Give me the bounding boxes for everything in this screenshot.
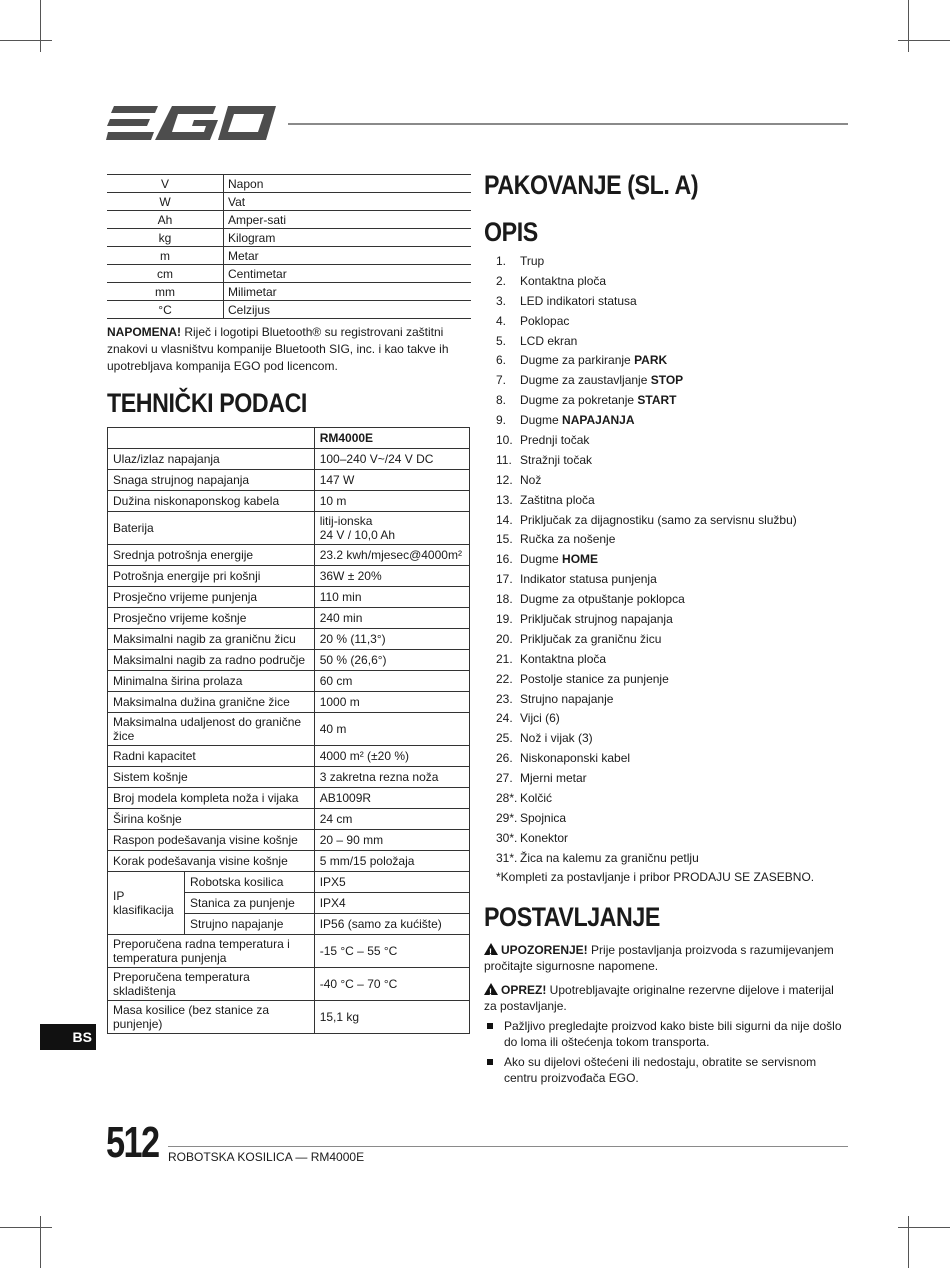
spec-row: [108, 512, 470, 545]
spec-row: [108, 545, 470, 566]
spec-label: Snaga strujnog napajanja: [108, 470, 315, 491]
ip-sub-label: Strujno napajanje: [185, 914, 315, 935]
unit-name: Amper-sati: [224, 211, 472, 229]
spec-value-line: 4000 m² (±20 %): [319, 749, 409, 763]
spec-value: -40 °C – 70 °C: [314, 968, 469, 1001]
unit-name: Metar: [224, 247, 472, 265]
spec-value-line: 24 V / 10,0 Ah: [319, 528, 396, 542]
item-number: 14.: [496, 512, 513, 527]
spec-value: [314, 545, 469, 566]
spec-value: [314, 713, 469, 746]
spec-header-empty: [108, 428, 315, 449]
spec-value: [314, 587, 469, 608]
unit-name: Celzijus: [224, 301, 472, 319]
spec-row: [108, 650, 470, 671]
item-label: LCD ekran: [520, 333, 578, 348]
list-item: [484, 630, 854, 650]
spec-row: [108, 809, 470, 830]
item-text: [520, 749, 630, 769]
item-label: Dugme za zaustavljanje: [520, 373, 651, 388]
unit-symbol: Ah: [107, 211, 224, 229]
spec-row: [108, 851, 470, 872]
list-item: [484, 829, 854, 849]
item-text: [520, 630, 661, 650]
trademark-note: [107, 324, 471, 375]
item-text: [520, 550, 598, 570]
spec-row: [108, 935, 470, 968]
unit-symbol: kg: [107, 229, 224, 247]
item-label: Nož i vijak (3): [520, 731, 593, 746]
crop-mark: [898, 1227, 950, 1228]
unit-symbol: W: [107, 193, 224, 211]
item-number: 31*.: [496, 850, 518, 865]
item-label: Kontaktna ploča: [520, 273, 607, 288]
spec-label: Baterija: [108, 512, 315, 545]
spec-value: [314, 692, 469, 713]
spec-value: [314, 788, 469, 809]
unit-name: Centimetar: [224, 265, 472, 283]
spec-label: Raspon podešavanja visine košnje: [108, 830, 315, 851]
crop-mark: [0, 40, 52, 41]
list-item: [484, 749, 854, 769]
parts-footnote: *Kompleti za postavljanje i pribor PRODAJU SE ZASEBNO.: [496, 870, 815, 884]
item-number: 24.: [496, 711, 513, 726]
spec-value-line: 147 W: [319, 473, 355, 487]
ip-sub-label: Robotska kosilica: [185, 872, 315, 893]
unit-name: Vat: [224, 193, 472, 211]
ip-label: IP klasifikacija: [108, 872, 185, 935]
units-row: [107, 193, 471, 211]
units-row: [107, 175, 471, 193]
spec-value-line: 1000 m: [319, 695, 360, 709]
item-number: 4.: [496, 313, 507, 328]
spec-value-line: 50 % (26,6°): [319, 653, 387, 667]
spec-label: Maksimalna dužina granične žice: [108, 692, 315, 713]
spec-row: [108, 587, 470, 608]
spec-row: [108, 968, 470, 1001]
spec-table: [107, 427, 470, 1034]
pakovanje-heading: PAKOVANJE (SL. A): [484, 170, 699, 200]
item-number: 11.: [496, 452, 512, 467]
bullet-square-icon: [487, 1023, 493, 1029]
ego-logo: [106, 104, 276, 142]
item-text: [520, 491, 595, 511]
item-text: [520, 431, 589, 451]
bullet-item: [484, 1018, 848, 1050]
spec-value-line: 24 cm: [319, 812, 353, 826]
item-text: [520, 252, 544, 272]
item-text: [520, 570, 657, 590]
item-number: 28*.: [496, 791, 518, 806]
item-label: Niskonaponski kabel: [520, 751, 631, 766]
item-label: Stražnji točak: [520, 452, 593, 467]
item-label: Konektor: [520, 830, 569, 845]
unit-symbol: cm: [107, 265, 224, 283]
item-number: 5.: [496, 333, 507, 348]
item-number: 6.: [496, 353, 507, 368]
item-label: Prednji točak: [520, 433, 590, 448]
item-text: [520, 451, 592, 471]
spec-label: Potrošnja energije pri košnji: [108, 566, 315, 587]
model-header: RM4000E: [314, 428, 469, 449]
item-label: Poklopac: [520, 313, 570, 328]
item-text: [520, 590, 685, 610]
item-label: Dugme: [520, 413, 563, 428]
bullet-item: [484, 1054, 848, 1086]
item-label: LED indikatori statusa: [520, 293, 637, 308]
item-number: 27.: [496, 771, 513, 786]
list-item: [484, 252, 854, 272]
spec-label: Korak podešavanja visine košnje: [108, 851, 315, 872]
spec-value: [314, 512, 469, 545]
spec-row: [108, 713, 470, 746]
unit-symbol: V: [107, 175, 224, 193]
spec-value-line: 36W ± 20%: [319, 569, 382, 583]
crop-mark: [0, 1227, 52, 1228]
spec-label: Preporučena temperatura skladištenja: [108, 968, 315, 1001]
item-text: [520, 849, 699, 869]
list-item: [484, 530, 854, 550]
units-row: [107, 265, 471, 283]
spec-value-line: 100–240 V~/24 V DC: [319, 452, 434, 466]
item-text: [520, 530, 615, 550]
spec-label: Prosječno vrijeme punjenja: [108, 587, 315, 608]
spec-value: [314, 746, 469, 767]
spec-value-line: litij-ionska: [319, 514, 373, 528]
item-label: Postolje stanice za punjenje: [520, 671, 669, 686]
item-number: 10.: [496, 433, 513, 448]
spec-label: Prosječno vrijeme košnje: [108, 608, 315, 629]
list-item: [484, 351, 854, 371]
spec-value-line: 110 min: [319, 590, 362, 604]
list-item: [484, 769, 854, 789]
item-label-bold: HOME: [562, 552, 599, 567]
bullet-text: Pažljivo pregledajte proizvod kako biste bili sigurni da nije došlo do loma ili oštećenja tokom transporta.: [504, 1019, 842, 1049]
item-text: [520, 292, 637, 312]
item-label: Dugme za pokretanje: [520, 393, 638, 408]
spec-row: [108, 629, 470, 650]
spec-label: Maksimalna udaljenost do granične žice: [108, 713, 315, 746]
list-item: [484, 650, 854, 670]
item-text: [520, 312, 569, 332]
list-item: [484, 371, 854, 391]
item-text: [520, 809, 566, 829]
item-label: Nož: [520, 472, 542, 487]
note-label: NAPOMENA!: [107, 325, 181, 339]
item-text: [520, 332, 577, 352]
ip-sub-label: Stanica za punjenje: [185, 893, 315, 914]
spec-row-ip: [108, 872, 470, 893]
item-number: 19.: [496, 612, 513, 627]
spec-row: [108, 767, 470, 788]
item-label-bold: PARK: [634, 353, 668, 368]
list-item: [484, 471, 854, 491]
item-label: Strujno napajanje: [520, 691, 614, 706]
header-rule: [288, 123, 848, 125]
spec-value-line: 60 cm: [319, 674, 353, 688]
item-label: Žica na kalemu za graničnu petlju: [520, 850, 699, 865]
spec-label: Maksimalni nagib za radno područje: [108, 650, 315, 671]
crop-mark: [40, 0, 41, 52]
list-item: [484, 690, 854, 710]
list-item: [484, 709, 854, 729]
item-number: 1.: [496, 254, 507, 268]
item-text: [520, 729, 593, 749]
item-label: Priključak za dijagnostiku (samo za servisnu službu): [520, 512, 797, 527]
spec-value: [314, 608, 469, 629]
crop-mark: [898, 40, 950, 41]
bullet-text: Ako su dijelovi oštećeni ili nedostaju, obratite se servisnom centru proizvođača EGO.: [504, 1055, 817, 1085]
item-text: [520, 411, 635, 431]
spec-label: Sistem košnje: [108, 767, 315, 788]
spec-row: [108, 1001, 470, 1034]
spec-value-line: 20 – 90 mm: [319, 833, 384, 847]
unit-symbol: mm: [107, 283, 224, 301]
item-text: [520, 769, 587, 789]
item-label: Kolčić: [520, 791, 553, 806]
list-item: [484, 849, 854, 869]
spec-row: [108, 566, 470, 587]
spec-label: Ulaz/izlaz napajanja: [108, 449, 315, 470]
unit-name: Napon: [224, 175, 472, 193]
units-row: [107, 229, 471, 247]
caution-label: OPREZ!: [501, 983, 547, 997]
caution-block: [484, 982, 848, 1014]
item-label: Mjerni metar: [520, 771, 587, 786]
spec-label: Srednja potrošnja energije: [108, 545, 315, 566]
spec-label: Radni kapacitet: [108, 746, 315, 767]
item-label: Priključak za graničnu žicu: [520, 631, 662, 646]
bullet-square-icon: [487, 1059, 493, 1065]
item-number: 25.: [496, 731, 513, 746]
spec-value: -15 °C – 55 °C: [314, 935, 469, 968]
spec-label: Dužina niskonaponskog kabela: [108, 491, 315, 512]
spec-value: [314, 809, 469, 830]
item-label: Dugme za parkiranje: [520, 353, 635, 368]
unit-symbol: m: [107, 247, 224, 265]
list-item: [484, 590, 854, 610]
item-number: 12.: [496, 472, 513, 487]
ip-value: IPX4: [314, 893, 469, 914]
warning-block: [484, 942, 848, 974]
spec-row: [108, 671, 470, 692]
spec-label: Preporučena radna temperatura i temperatura punjenja: [108, 935, 315, 968]
item-number: 15.: [496, 532, 513, 547]
opis-heading: OPIS: [484, 217, 538, 247]
note-text: Riječ i logotipi Bluetooth® su registrovani zaštitni znakovi u vlasništvu kompanije Bluetooth SIG, inc. i kao takve ih upotrebljava kompanija EGO pod licencom.: [107, 325, 449, 373]
item-number: 23.: [496, 691, 513, 706]
warning-icon: [484, 943, 498, 955]
list-item: [484, 550, 854, 570]
warning-label: UPOZORENJE!: [501, 943, 588, 957]
spec-value: [314, 470, 469, 491]
warning-icon: [484, 983, 498, 995]
page-number: 512: [106, 1118, 159, 1167]
crop-mark: [908, 0, 909, 52]
item-text: [520, 690, 613, 710]
spec-label: Masa kosilice (bez stanice za punjenje): [108, 1001, 315, 1034]
spec-row: [108, 449, 470, 470]
item-text: [520, 511, 797, 531]
item-label: Ručka za nošenje: [520, 532, 616, 547]
crop-mark: [908, 1216, 909, 1268]
spec-value-line: AB1009R: [319, 791, 372, 805]
units-table: [107, 174, 471, 319]
list-item: [484, 391, 854, 411]
item-number: 22.: [496, 671, 513, 686]
list-item: [484, 332, 854, 352]
item-number: 13.: [496, 492, 513, 507]
item-number: 3.: [496, 293, 507, 308]
item-number: 8.: [496, 393, 507, 408]
spec-label: Minimalna širina prolaza: [108, 671, 315, 692]
spec-value: [314, 830, 469, 851]
item-text: [520, 709, 560, 729]
list-item: [484, 729, 854, 749]
list-item: [484, 491, 854, 511]
list-item: [484, 570, 854, 590]
spec-value: [314, 491, 469, 512]
spec-label: Broj modela kompleta noža i vijaka: [108, 788, 315, 809]
item-label-bold: START: [637, 393, 677, 408]
item-text: [520, 471, 541, 491]
ip-value: IPX5: [314, 872, 469, 893]
item-label: Dugme: [520, 552, 563, 567]
item-number: 9.: [496, 413, 507, 428]
list-item: [484, 670, 854, 690]
list-item: [484, 451, 854, 471]
spec-value: [314, 851, 469, 872]
spec-value-line: 40 m: [319, 722, 347, 736]
item-number: 29*.: [496, 810, 518, 825]
item-text: [520, 789, 552, 809]
spec-value: [314, 767, 469, 788]
spec-row: [108, 830, 470, 851]
item-number: 17.: [496, 572, 513, 587]
spec-value: [314, 671, 469, 692]
item-label: Indikator statusa punjenja: [520, 572, 657, 587]
item-number: 2.: [496, 273, 507, 288]
parts-list: [484, 252, 854, 869]
crop-mark: [40, 1216, 41, 1268]
item-label: Priključak strujnog napajanja: [520, 612, 673, 627]
units-row: [107, 211, 471, 229]
ip-value: IP56 (samo za kućište): [314, 914, 469, 935]
warning-text: Prije postavljanja proizvoda s razumijevanjem pročitajte sigurnosne napomene.: [484, 943, 834, 973]
unit-symbol: °C: [107, 301, 224, 319]
item-number: 18.: [496, 592, 513, 607]
spec-row: [108, 788, 470, 809]
item-label-bold: NAPAJANJA: [562, 413, 635, 428]
spec-value-line: 5 mm/15 položaja: [319, 854, 415, 868]
item-text: [520, 670, 669, 690]
list-item: [484, 292, 854, 312]
spec-label: Širina košnje: [108, 809, 315, 830]
list-item: [484, 511, 854, 531]
caution-text: Upotrebljavajte originalne rezervne dijelove i materijal za postavljanje.: [484, 983, 834, 1013]
list-item: [484, 272, 854, 292]
item-text: [520, 610, 673, 630]
unit-name: Kilogram: [224, 229, 472, 247]
list-item: [484, 411, 854, 431]
units-row: [107, 283, 471, 301]
item-number: 20.: [496, 631, 513, 646]
spec-value: [314, 449, 469, 470]
item-text: [520, 391, 677, 411]
item-label: Vijci (6): [520, 711, 560, 726]
item-label: Spojnica: [520, 810, 567, 825]
item-label: Dugme za otpuštanje poklopca: [520, 592, 685, 607]
spec-row: [108, 491, 470, 512]
spec-label: Maksimalni nagib za graničnu žicu: [108, 629, 315, 650]
spec-value-line: 23.2 kwh/mjesec@4000m²: [319, 548, 462, 562]
list-item: [484, 431, 854, 451]
item-label: Trup: [520, 254, 545, 268]
spec-value-line: 3 zakretna rezna noža: [319, 770, 439, 784]
language-tab: BS: [40, 1024, 96, 1050]
spec-row: [108, 746, 470, 767]
item-text: [520, 351, 667, 371]
item-text: [520, 371, 683, 391]
spec-header-row: [108, 428, 470, 449]
footer-title: ROBOTSKA KOSILICA — RM4000E: [168, 1150, 365, 1164]
spec-row: [108, 608, 470, 629]
item-number: 30*.: [496, 830, 518, 845]
item-text: [520, 829, 568, 849]
spec-value-line: 10 m: [319, 494, 347, 508]
item-number: 7.: [496, 373, 507, 388]
spec-value-line: 240 min: [319, 611, 363, 625]
postavljanje-heading: POSTAVLJANJE: [484, 902, 660, 932]
units-row: [107, 247, 471, 265]
item-label: Zaštitna ploča: [520, 492, 595, 507]
list-item: [484, 610, 854, 630]
item-number: 21.: [496, 651, 513, 666]
spec-value-line: 20 % (11,3°): [319, 632, 386, 646]
item-label: Kontaktna ploča: [520, 651, 607, 666]
spec-value: 15,1 kg: [314, 1001, 469, 1034]
item-label-bold: STOP: [650, 373, 684, 388]
spec-value: [314, 566, 469, 587]
unit-name: Milimetar: [224, 283, 472, 301]
list-item: [484, 809, 854, 829]
item-number: 26.: [496, 751, 513, 766]
item-text: [520, 650, 606, 670]
spec-value: [314, 650, 469, 671]
spec-value: [314, 629, 469, 650]
item-text: [520, 272, 606, 292]
spec-row: [108, 692, 470, 713]
spec-row: [108, 470, 470, 491]
list-item: [484, 789, 854, 809]
tech-heading: TEHNIČKI PODACI: [107, 388, 307, 418]
footer-rule: [168, 1146, 848, 1147]
units-row: [107, 301, 471, 319]
list-item: [484, 312, 854, 332]
item-number: 16.: [496, 552, 513, 567]
